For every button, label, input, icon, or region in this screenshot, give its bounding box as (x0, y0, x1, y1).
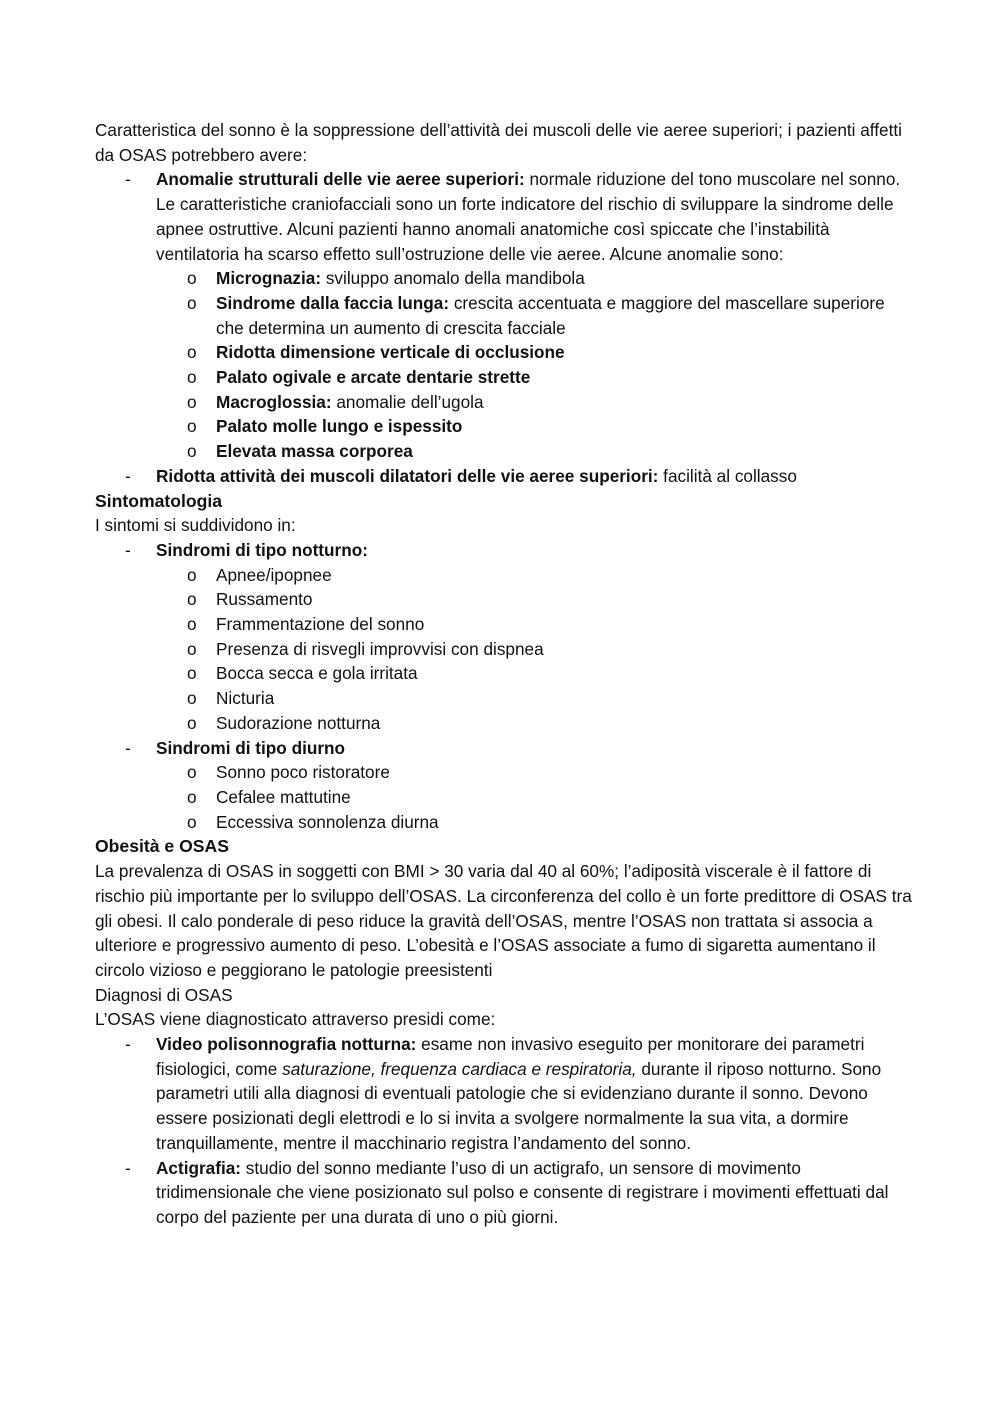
term-ridotta-attivita: Ridotta attività dei muscoli dilatatori delle vie aeree superiori: (156, 465, 659, 486)
term: Micrognazia: (216, 268, 322, 289)
circle-bullet: o (187, 712, 197, 733)
term-actigrafia: Actigrafia: (156, 1157, 241, 1178)
symptom-text: Cefalee mattutine (216, 786, 351, 807)
sub-item-palato-molle (95, 414, 915, 439)
sub-item-micrognazia (95, 266, 915, 291)
circle-bullet: o (187, 367, 197, 388)
desc-actigrafia: studio del sonno mediante l’uso di un actigrafo, un sensore di movimento tridimensionale che viene posizionato sul polso e consente di registrare i movimenti effettuati dal corpo del paziente per una durata di uno o più giorni. (156, 1157, 889, 1227)
symptom-item (95, 563, 915, 588)
desc-video-part2: durante il riposo notturno. Sono parametri utili alla diagnosi di eventuali patologie che si evidenziano durante il sonno. Devono essere posizionati degli elettrodi e lo si invita a svolgere normalmente la sua vita, a dormire tranquillamente, mentre il macchinario registra l’andamento del sonno. (156, 1058, 882, 1153)
term-anomalie-strutturali: Anomalie strutturali delle vie aeree superiori: (156, 169, 525, 190)
desc-anomalie-strutturali: normale riduzione del tono muscolare nel sonno. Le caratteristiche craniofacciali sono un forte indicatore del rischio di sviluppare la sindrome delle apnee ostruttive. Alcuni pazienti hanno anomali anatomiche così spiccate che l’instabilità ventilatoria ha scarso effetto sull’ostruzione delle vie aeree. Alcune anomalie sono: (156, 169, 901, 264)
symptom-item (95, 637, 915, 662)
symptom-item (95, 785, 915, 810)
symptom-item (95, 612, 915, 637)
list-item-video-polisonnografia (95, 1032, 915, 1156)
desc-video-part1: esame non invasivo eseguito per monitorare dei parametri fisiologici, come (156, 1034, 865, 1079)
symptom-text: Eccessiva sonnolenza diurna (216, 811, 439, 832)
symptom-text: Bocca secca e gola irritata (216, 663, 418, 684)
desc: sviluppo anomalo della mandibola (321, 268, 585, 289)
symptom-text: Russamento (216, 589, 313, 610)
sub-item-macroglossia (95, 390, 915, 415)
sub-item-massa-corporea (95, 439, 915, 464)
term: Palato molle lungo e ispessito (216, 416, 463, 437)
circle-bullet: o (187, 292, 197, 313)
circle-bullet: o (187, 342, 197, 363)
heading-obesita: Obesità e OSAS (95, 836, 229, 857)
circle-bullet: o (187, 391, 197, 412)
intro-paragraph: Caratteristica del sonno è la soppressione dell’attività dei muscoli delle vie aeree superiori; i pazienti affetti da OSAS potrebbero avere: (95, 120, 902, 165)
circle-bullet: o (187, 663, 197, 684)
desc: crescita accentuata e maggiore del mascellare superiore che determina un aumento di crescita facciale (216, 292, 885, 338)
circle-bullet: o (187, 441, 197, 462)
circle-bullet: o (187, 564, 197, 585)
term-video-polisonnografia: Video polisonnografia notturna: (156, 1034, 417, 1055)
circle-bullet: o (187, 614, 197, 635)
document-page (95, 118, 915, 1230)
circle-bullet: o (187, 589, 197, 610)
heading-diagnosi: Diagnosi di OSAS (95, 984, 233, 1005)
heading-sintomatologia: Sintomatologia (95, 490, 223, 511)
circle-bullet: o (187, 762, 197, 783)
list-item-tipo-diurno (95, 736, 915, 761)
symptom-item (95, 661, 915, 686)
term-tipo-diurno: Sindromi di tipo diurno (156, 737, 346, 758)
dash-bullet: - (125, 539, 131, 560)
dash-bullet: - (125, 737, 131, 758)
list-item-actigrafia (95, 1156, 915, 1230)
symptom-text: Apnee/ipopnee (216, 564, 332, 585)
circle-bullet: o (187, 688, 197, 709)
symptom-item (95, 686, 915, 711)
obesita-paragraph: La prevalenza di OSAS in soggetti con BMI > 30 varia dal 40 al 60%; l’adiposità viscerale è il fattore di rischio più importante per lo sviluppo dell’OSAS. La circonferenza del collo è un forte predittore di OSAS tra gli obesi. Il calo ponderale di peso riduce la gravità dell’OSAS, mentre l’OSAS non trattata si associa a ulteriore e progressivo aumento di peso. L’obesità e l’OSAS associate a fumo di sigaretta aumentano il circolo vizioso e peggiorano le patologie preesistenti (95, 861, 912, 980)
sub-item-dimensione-verticale (95, 340, 915, 365)
symptom-item (95, 711, 915, 736)
symptom-item (95, 760, 915, 785)
list-item-anomalie-strutturali (95, 167, 915, 266)
term: Palato ogivale e arcate dentarie strette (216, 367, 531, 388)
term: Macroglossia: (216, 391, 332, 412)
circle-bullet: o (187, 811, 197, 832)
symptom-item (95, 587, 915, 612)
circle-bullet: o (187, 416, 197, 437)
circle-bullet: o (187, 638, 197, 659)
circle-bullet: o (187, 268, 197, 289)
diagnosi-intro: L’OSAS viene diagnosticato attraverso presidi come: (95, 1009, 496, 1030)
term: Elevata massa corporea (216, 441, 413, 462)
list-item-ridotta-attivita (95, 464, 915, 489)
symptom-text: Nicturia (216, 688, 275, 709)
symptom-text: Presenza di risvegli improvvisi con dispnea (216, 638, 544, 659)
dash-bullet: - (125, 1157, 131, 1178)
dash-bullet: - (125, 169, 131, 190)
symptom-text: Sonno poco ristoratore (216, 762, 390, 783)
sub-item-faccia-lunga (95, 291, 915, 340)
symptom-text: Frammentazione del sonno (216, 614, 425, 635)
desc-ridotta-attivita: facilità al collasso (658, 465, 797, 486)
desc: anomalie dell’ugola (331, 391, 484, 412)
term-tipo-notturno: Sindromi di tipo notturno: (156, 539, 368, 560)
term: Sindrome dalla faccia lunga: (216, 292, 450, 313)
sub-item-palato-ogivale (95, 365, 915, 390)
dash-bullet: - (125, 465, 131, 486)
circle-bullet: o (187, 786, 197, 807)
sintomatologia-intro: I sintomi si suddividono in: (95, 515, 296, 536)
symptom-item (95, 810, 915, 835)
symptom-text: Sudorazione notturna (216, 712, 381, 733)
dash-bullet: - (125, 1034, 131, 1055)
term: Ridotta dimensione verticale di occlusione (216, 342, 565, 363)
desc-video-italic: saturazione, frequenza cardiaca e respiratoria, (282, 1058, 637, 1079)
list-item-tipo-notturno (95, 538, 915, 563)
